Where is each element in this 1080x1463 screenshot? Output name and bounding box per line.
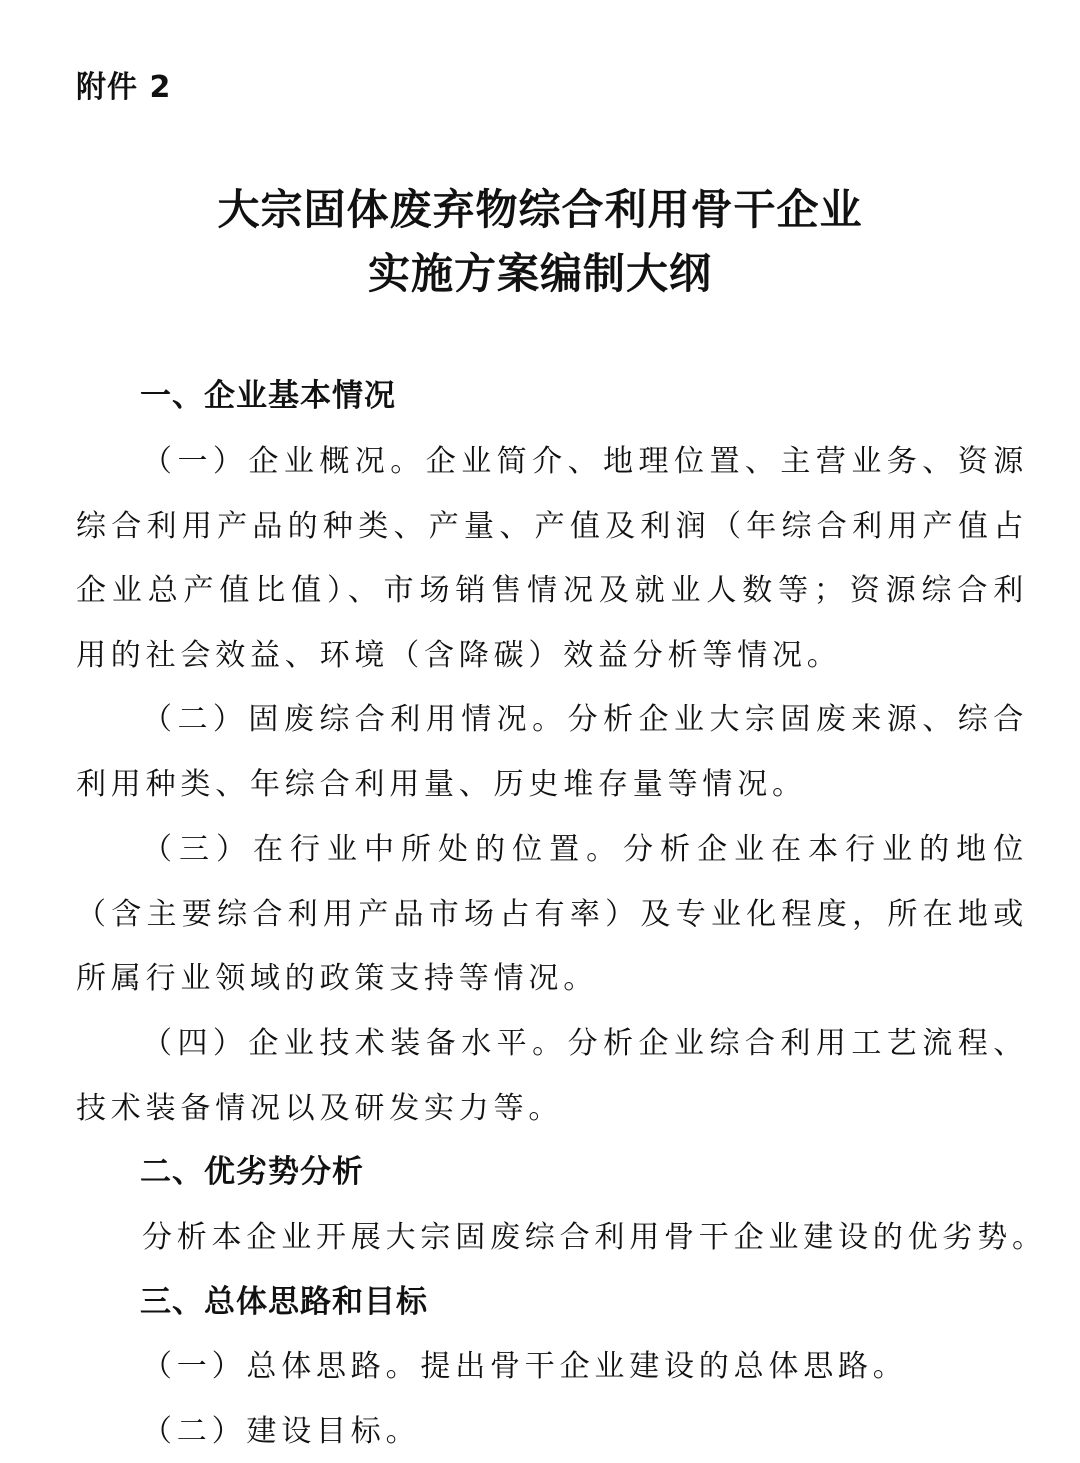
paragraph-solid-waste-utilization: （二）固废综合利用情况。分析企业大宗固废来源、综合利用种类、年综合利用量、历史堆存量等情况。 [76,702,1028,802]
section-heading-swot: 二、优劣势分析 [140,1154,364,1190]
section-heading-overall-approach: 三、总体思路和目标 [140,1284,428,1320]
section-heading-basic-info: 一、企业基本情况 [140,378,396,414]
document-title-line-1: 大宗固体废弃物综合利用骨干企业 [217,185,863,234]
paragraph-construction-goals: （二）建设目标。 [142,1414,421,1449]
paragraph-industry-position: （三）在行业中所处的位置。分析企业在本行业的地位（含主要综合利用产品市场占有率）及专业化程度，所在地或所属行业领域的政策支持等情况。 [76,832,1028,996]
paragraph-swot-analysis: 分析本企业开展大宗固废综合利用骨干企业建设的优劣势。 [142,1220,1047,1255]
document-title-line-2: 实施方案编制大纲 [367,249,712,298]
attachment-label: 附件 2 [76,70,172,105]
paragraph-enterprise-overview: （一）企业概况。企业简介、地理位置、主营业务、资源综合利用产品的种类、产量、产值及利润（年综合利用产值占企业总产值比值）、市场销售情况及就业人数等；资源综合利用的社会效益、环境（含降碳）效益分析等情况。 [76,444,1028,673]
paragraph-technical-equipment: （四）企业技术装备水平。分析企业综合利用工艺流程、技术装备情况以及研发实力等。 [76,1026,1028,1126]
paragraph-overall-approach: （一）总体思路。提出骨干企业建设的总体思路。 [142,1349,908,1384]
